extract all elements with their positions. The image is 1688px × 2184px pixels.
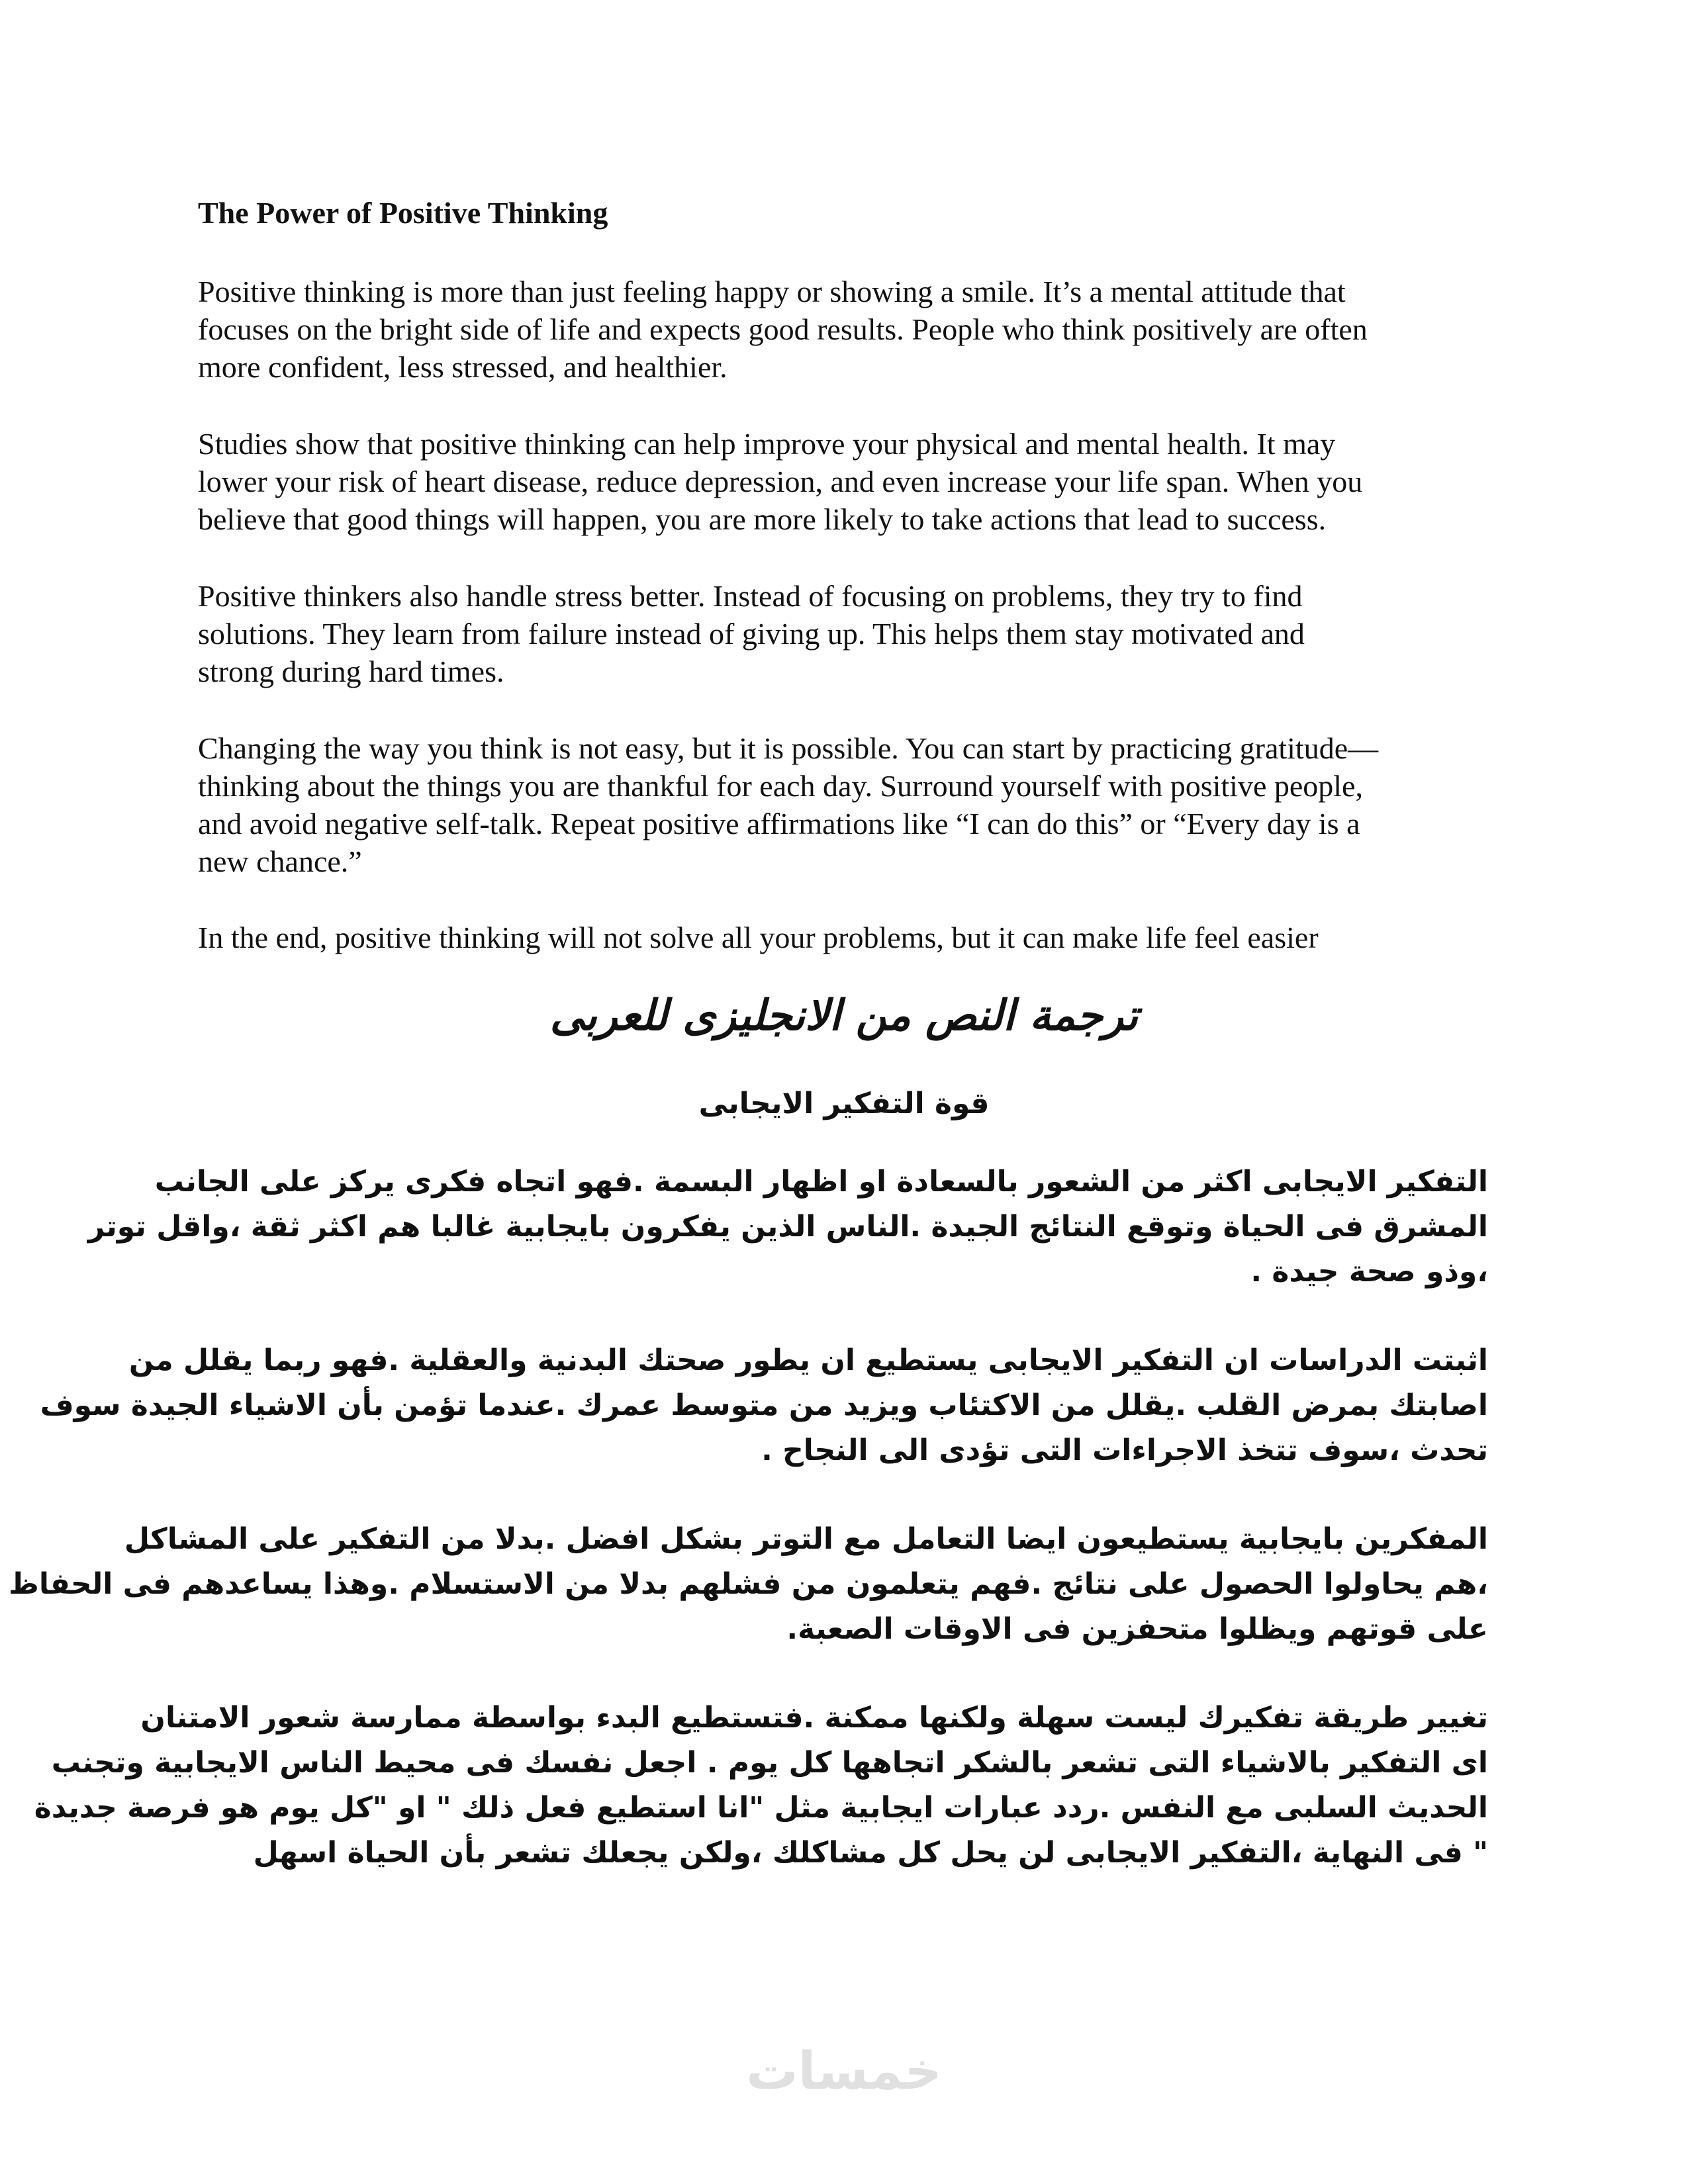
text-line: believe that good things will happen, you are more likely to take actions that lead to success. [198,502,1327,536]
text-line: Studies show that positive thinking can help improve your physical and mental health. It may [198,427,1336,461]
english-paragraph-4 [198,729,1495,880]
english-paragraph-3 [198,577,1495,690]
text-line: strong during hard times. [198,655,504,688]
text-line: Positive thinking is more than just feeling happy or showing a smile. It’s a mental attitude that [198,275,1346,308]
text-line: solutions. They learn from failure instead of giving up. This helps them stay motivated and [198,617,1305,651]
text-line: ،وذو صحة جيدة . [1250,1255,1488,1289]
arabic-translation-title: ترجمة النص من الانجليزى للعربى [549,991,1139,1040]
english-title: The Power of Positive Thinking [198,196,608,230]
arabic-paragraph-4 [34,1696,1488,1876]
english-paragraph-1 [198,273,1495,386]
text-line: thinking about the things you are thankful for each day. Surround yourself with positive people, [198,769,1363,803]
text-line: focuses on the bright side of life and expects good results. People who think positively are often [198,312,1368,346]
text-line: التفكير الايجابى اكثر من الشعور بالسعادة او اظهار البسمة .فهو اتجاه فكرى يركز على الجانب [154,1165,1488,1199]
text-line: ،هم يحاولوا الحصول على نتائج .فهم يتعلمون من فشلهم بدلا من الاستسلام .وهذا يساعدهم فى الحفاظ [9,1567,1488,1601]
text-line: على قوتهم ويظلوا متحفزين فى الاوقات الصعبة. [786,1612,1488,1646]
english-paragraph-2 [198,425,1495,538]
text-line: تغيير طريقة تفكيرك ليست سهلة ولكنها ممكنة .فتستطيع البدء بواسطة ممارسة شعور الامتنان [140,1701,1488,1735]
text-line: Changing the way you think is not easy, but it is possible. You can start by practicing gratitude— [198,731,1379,765]
text-line: lower your risk of heart disease, reduce depression, and even increase your life span. When you [198,465,1363,498]
text-line: المفكرين بايجابية يستطيعون ايضا التعامل مع التوتر بشكل افضل .بدلا من التفكير على المشاكل [124,1522,1488,1556]
english-paragraph-5 [198,919,1495,956]
arabic-paragraph-2 [40,1338,1488,1473]
arabic-paragraph-1 [87,1160,1488,1295]
text-line: المشرق فى الحياة وتوقع النتائج الجيدة .الناس الذين يفكرون بايجابية غالبا هم اكثر ثقة ،واقل توتر [87,1210,1488,1244]
arabic-title: قوة التفكير الايجابى [698,1087,990,1120]
text-line: new chance.” [198,844,362,878]
text-line: تحدث ،سوف تتخذ الاجراءات التى تؤدى الى النجاح . [761,1433,1488,1467]
arabic-paragraph-3 [9,1517,1488,1652]
text-line: " فى النهاية ،التفكير الايجابى لن يحل كل مشاكلك ،ولكن يجعلك تشعر بأن الحياة اسهل [253,1836,1488,1870]
text-line: In the end, positive thinking will not solve all your problems, but it can make life feel easier [198,921,1319,954]
text-line: اى التفكير بالاشياء التى تشعر بالشكر اتجاهها كل يوم . اجعل نفسك فى محيط الناس الايجابية وتجنب [51,1746,1488,1780]
text-line: more confident, less stressed, and healthier. [198,350,727,384]
text-line: Positive thinkers also handle stress better. Instead of focusing on problems, they try to find [198,579,1303,613]
text-line: الحديث السلبى مع النفس .ردد عبارات ايجابية مثل "انا استطيع فعل ذلك " او "كل يوم هو فرصة جديدة [34,1791,1488,1825]
text-line: اصابتك بمرض القلب .يقلل من الاكتئاب ويزيد من متوسط عمرك .عندما تؤمن بأن الاشياء الجيدة سوف [40,1388,1488,1422]
text-line: اثبتت الدراسات ان التفكير الايجابى يستطيع ان يطور صحتك البدنية والعقلية .فهو ربما يقلل من [128,1343,1488,1377]
watermark-logo: خمسات [746,2042,942,2101]
text-line: and avoid negative self-talk. Repeat positive affirmations like “I can do this” or “Every day is a [198,807,1360,841]
